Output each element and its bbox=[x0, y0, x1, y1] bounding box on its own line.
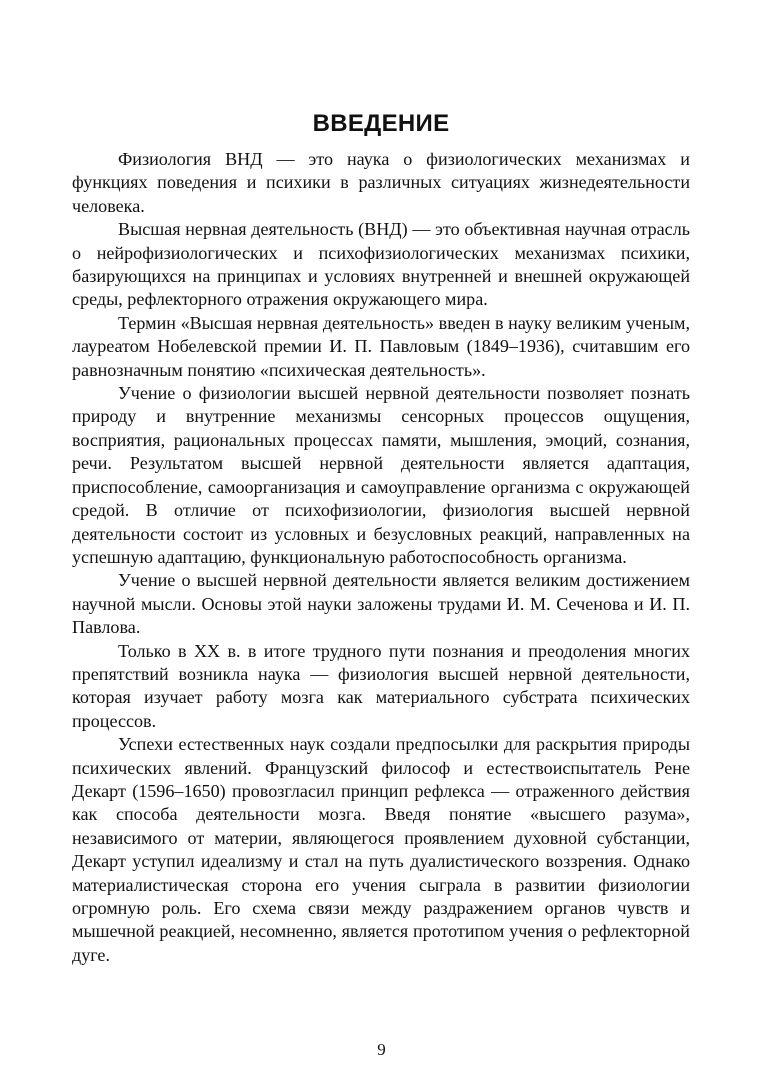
paragraph: Термин «Высшая нервная деятельность» введен в науку великим ученым, лауреатом Нобелевской премии И. П. Павловым (1849–1936), считавшим его равнозначным понятию «психическая деятельность». bbox=[72, 312, 690, 380]
page-number: 9 bbox=[377, 1040, 386, 1059]
paragraph: Только в XX в. в итоге трудного пути познания и преодоления многих препятствий возникла наука — физиология высшей нервной деятельности, которая изучает работу мозга как материального субстрата психических процессов. bbox=[72, 640, 690, 731]
paragraph: Высшая нервная деятельность (ВНД) — это объективная научная отрасль о нейрофизиологических и психофизиологических механизмах психики, базирующихся на принципах и условиях внутренней и внешней окружающей среды, рефлекторного отражения окружающего мира. bbox=[72, 219, 690, 310]
paragraph: Успехи естественных наук создали предпосылки для раскрытия природы психических явлений. Французский философ и естествоиспытатель Рене Декарт (1596–1650) провозгласил принцип рефлекса — отраженного действия как способа деятельности мозга. Введя понятие «высшего разума», независимого от материи, являющегося проявлением духовной субстанции, Декарт уступил идеализму и стал на путь дуалистического воззрения. Однако материалистическая сторона его учения сыграла в развитии физиологии огромную роль. Его схема связи между раздражением органов чувств и мышечной реакцией, несомненно, является прототипом учения о рефлекторной дуге. bbox=[72, 734, 690, 965]
paragraph: Учение о физиологии высшей нервной деятельности позволяет познать природу и внутренние механизмы сенсорных процессов ощущения, восприятия, рациональных процессах памяти, мышления, эмоций, сознания, речи. Результатом высшей нервной деятельности является адаптация, приспособление, самоорганизация и самоуправление организма с окружающей средой. В отличие от психофизиологии, физиология высшей нервной деятельности состоит из условных и безусловных реакций, направленных на успешную адаптацию, функциональную работоспособность организма. bbox=[72, 383, 690, 567]
paragraph: Физиология ВНД — это наука о физиологических механизмах и функциях поведения и психики в различных ситуациях жизнедеятельности человека. bbox=[72, 149, 690, 216]
page-title: ВВЕДЕНИЕ bbox=[312, 110, 450, 137]
body-text bbox=[72, 148, 690, 967]
page bbox=[72, 0, 690, 967]
paragraph: Учение о высшей нервной деятельности является великим достижением научной мысли. Основы этой науки заложены трудами И. М. Сеченова и И. П. Павлова. bbox=[72, 570, 690, 638]
